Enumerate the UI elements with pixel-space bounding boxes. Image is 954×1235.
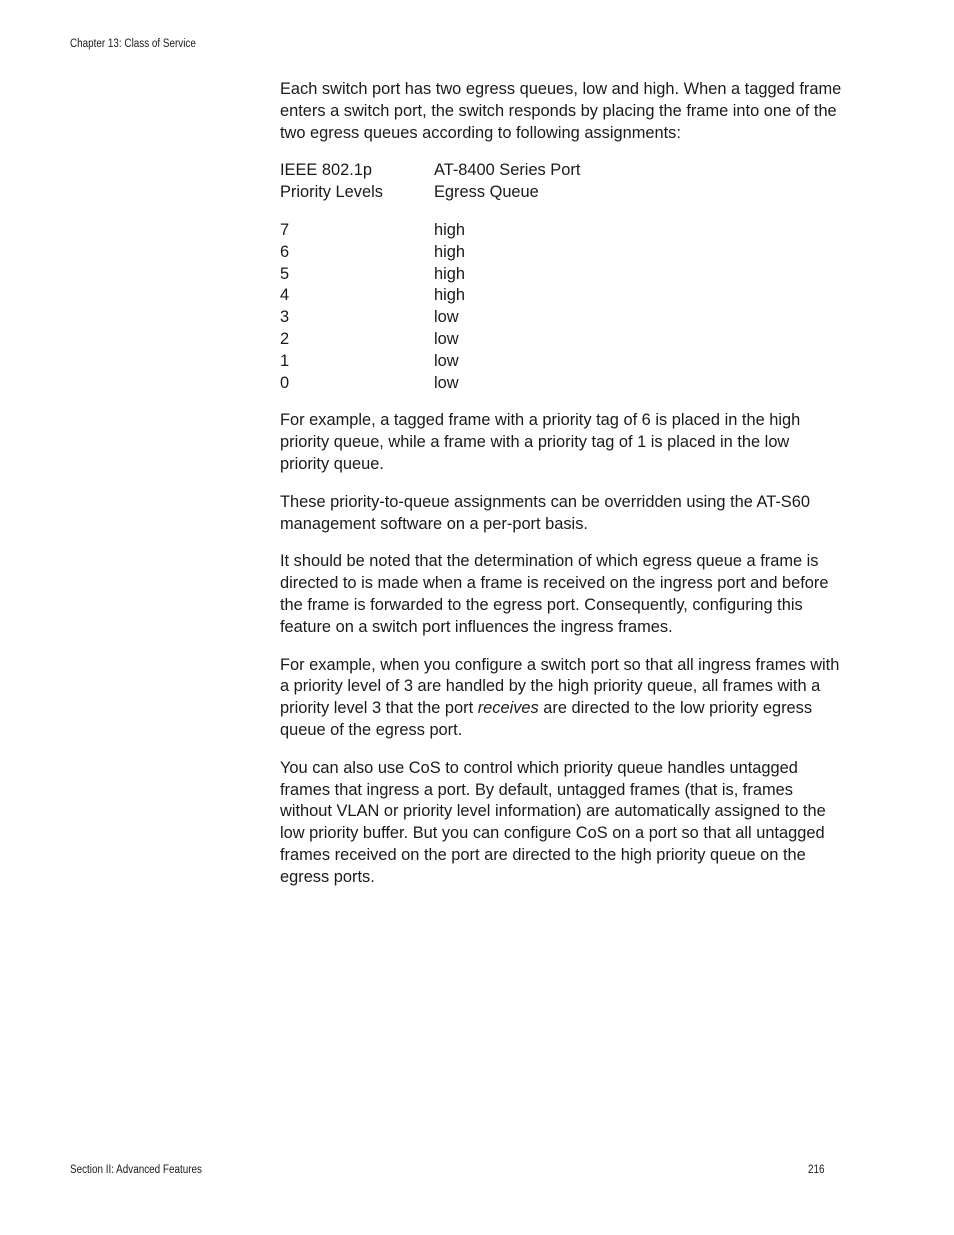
table-header-row-2 [280,182,842,204]
footer-section-title: Section II: Advanced Features [70,1164,202,1176]
priority-level-cell: 4 [280,286,290,305]
p4-emphasis: receives [477,699,539,718]
priority-level-cell: 1 [280,351,290,370]
egress-queue-cell: high [434,286,465,305]
priority-level-cell: 3 [280,308,290,327]
egress-queue-cell: high [434,242,465,261]
table-row [280,285,842,307]
priority-level-cell: 6 [280,242,290,261]
p4-text-after: are directed to the low priority egress queue of the egress port. [280,699,813,739]
override-paragraph: These priority-to-queue assignments can be overridden using the AT-S60 management software on a per-port basis. [280,492,810,533]
egress-queue-cell: low [434,373,459,392]
priority-level-cell: 7 [280,220,290,239]
untagged-frames-paragraph: You can also use CoS to control which priority queue handles untagged frames that ingress a port. By default, untagged frames (that is, frames without VLAN or priority level information) are automatically assigned to the low priority buffer. But you can configure CoS on a port so that all untagged frames received on the port are directed to the high priority queue on the egress ports. [280,758,826,886]
egress-queue-cell: low [434,329,459,348]
col1-header-line1: IEEE 802.1p [280,161,373,180]
priority-level-cell: 5 [280,264,290,283]
p4-text-before: For example, when you configure a switch port so that all ingress frames with a priority level of 3 are handled by the high priority queue, all frames with a priority level 3 that the port [280,655,840,718]
table-header [280,160,842,204]
example-paragraph: For example, a tagged frame with a priority tag of 6 is placed in the high priority queue, while a frame with a priority tag of 1 is placed in the low priority queue. [280,411,801,473]
table-row [280,264,842,286]
egress-queue-cell: low [434,351,459,370]
ingress-example-paragraph [280,655,842,742]
table-body [280,220,842,394]
egress-queue-cell: high [434,264,465,283]
table-row [280,373,842,395]
priority-level-cell: 0 [280,373,290,392]
running-header: Chapter 13: Class of Service [70,38,196,50]
col2-header-line1: AT-8400 Series Port [434,161,581,180]
egress-queue-cell: low [434,308,459,327]
intro-paragraph: Each switch port has two egress queues, low and high. When a tagged frame enters a switch port, the switch responds by placing the frame into one of the two egress queues according to following assignments: [280,80,842,142]
table-row [280,351,842,373]
col1-header-line2: Priority Levels [280,183,383,202]
priority-queue-table [280,160,842,394]
table-row [280,307,842,329]
table-row [280,329,842,351]
determination-paragraph: It should be noted that the determination of which egress queue a frame is directed to is made when a frame is received on the ingress port and before the frame is forwarded to the egress port. Consequently, configuring this feature on a switch port influences the ingress frames. [280,552,829,636]
table-row [280,220,842,242]
priority-level-cell: 2 [280,329,290,348]
table-row [280,242,842,264]
egress-queue-cell: high [434,220,465,239]
body-content [280,79,842,905]
page-number: 216 [808,1164,825,1176]
col2-header-line2: Egress Queue [434,183,539,202]
table-header-row-1 [280,160,842,182]
